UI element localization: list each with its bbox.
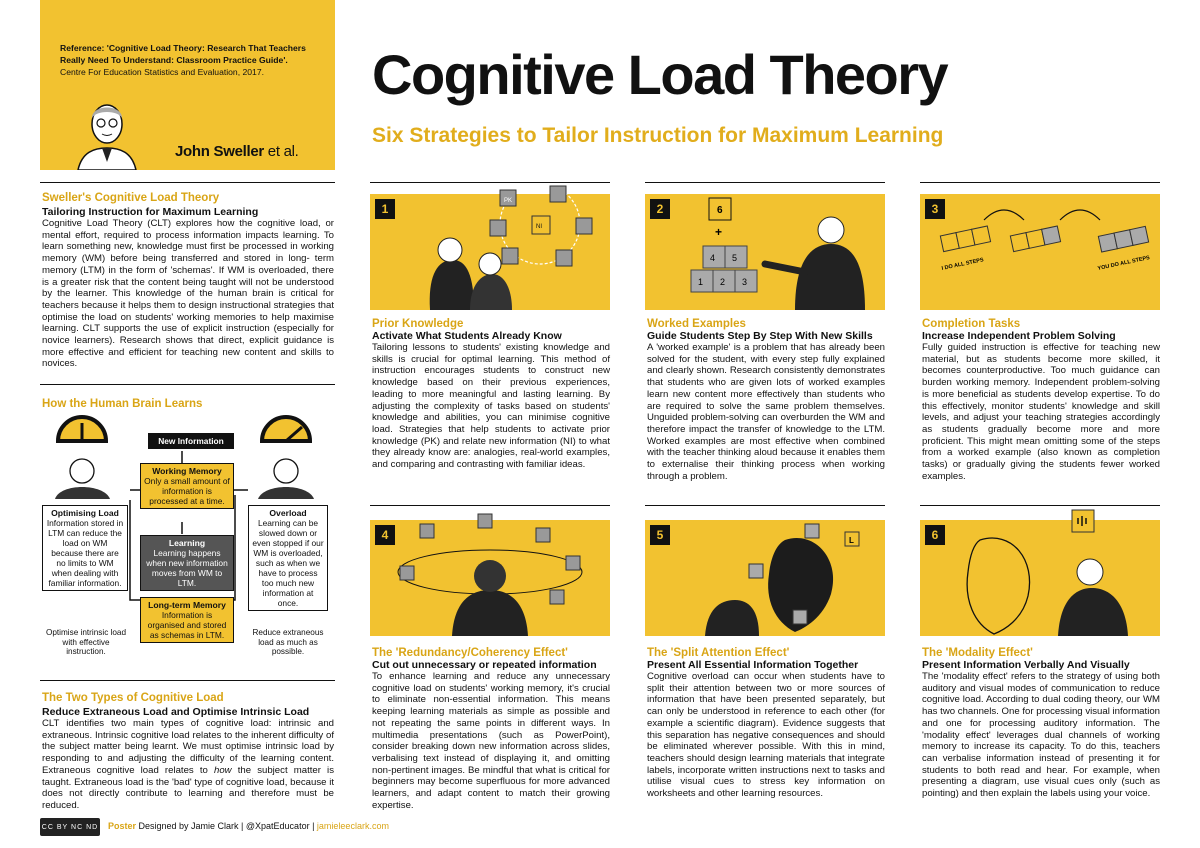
optimise-caption: Optimise intrinsic load with effective instruction. [45, 628, 127, 656]
strategy-4-subtitle: Cut out unnecessary or repeated information [372, 659, 597, 671]
divider [920, 182, 1160, 183]
intro-heading: Sweller's Cognitive Load Theory [42, 192, 220, 204]
ni-label: NI [536, 224, 542, 230]
learning-title: Learning [168, 538, 206, 548]
types-text-2: the subject matter is taught. Extraneous load is the 'bad' type of cognitive load, because it does not directly contribute to learning and therefore must be reduced. [42, 764, 334, 811]
footer-designed: Designed by Jamie Clark | @XpatEducator | [136, 821, 317, 831]
learning-text: Learning happens when new information moves from WM to LTM. [146, 548, 228, 588]
types-heading: The Two Types of Cognitive Load [42, 692, 224, 704]
l-label: L [849, 536, 854, 545]
intro-subheading: Tailoring Instruction for Maximum Learning [42, 206, 259, 218]
strategy-2-text: A 'worked example' is a problem that has already been solved for the student, with every step fully explained and clearly shown. Research consistently demonstrates that students who are given lots of worked examples learn new content more effectively than students who are required to solve the same problem themselves. Unguided problem-solving can overburden the WM and therefore impact the transfer of knowledge to the LTM. Worked examples are most effective when combined with the teacher thinking aloud because it enables them to externalise their thinking process when working through a problem. [647, 342, 885, 482]
ltm-text: Information is organised and stored as schemas in LTM. [147, 610, 227, 640]
types-text-1: CLT identifies two main types of cognitive load: intrinsic and extraneous. Intrinsic cognitive load relates to the inherent difficulty of the subject matter being learnt. We must optimise intrinsic load by responding to and adjusting the difficulty of the learning content. Extraneous cognitive load relates to [42, 718, 334, 776]
split-attention-art [645, 510, 885, 636]
types-text [42, 718, 334, 812]
strategy-4-number: 4 [375, 525, 395, 545]
intro-text: Cognitive Load Theory (CLT) explores how the cognitive load, or mental effort, required to process information impacts learning. To learn something new, knowledge must first be processed in working memory (WM) before being transferred and stored in long- term memory (LTM) in the form of 'schemas'. If WM is overloaded, there is a greater risk that the content being taught will not be understood by the learner. This knowledge of the human brain is critical for teachers because it helps them to design instructional strategies that optimise the load on students' working memories to help maximise learning. CLT supports the use of explicit instruction (especially for novice learners). Research shows that direct, explicit guidance is more effective and efficient for teaching new content and skills to novices. [42, 218, 334, 370]
strategy-6-illustration [920, 520, 1160, 636]
prior-knowledge-art [370, 178, 610, 310]
over-title: Overload [269, 508, 307, 518]
strategy-4-illustration [370, 520, 610, 636]
opt-text: Information stored in LTM can reduce the load on WM because there are no limits to WM when dealing with familiar information. [46, 518, 124, 588]
types-section [42, 692, 334, 812]
strategy-2-title: Worked Examples [647, 318, 746, 330]
strategy-6-number: 6 [925, 525, 945, 545]
strategy-6-text: The 'modality effect' refers to the strategy of using both auditory and visual modes of communication to reduce cognitive load. According to dual coding theory, our WM has two channels. One for processing visual information and one for processing auditory information. The 'modality effect' leverages dual channels of working memory to increase its capacity. To do this, teachers can verbalise information instead of presenting it for students to both read and hear. For example, when presenting a diagram, use visual cues only (such as pointing) and then explain the labels using your voice. [922, 671, 1160, 800]
reference-org: Centre For Education Statistics and Evaluation, 2017. [60, 67, 264, 77]
divider [370, 505, 610, 506]
strategy-3-title: Completion Tasks [922, 318, 1021, 330]
page-subtitle: Six Strategies to Tailor Instruction for Maximum Learning [372, 124, 944, 147]
strategy-1-number: 1 [375, 199, 395, 219]
cube-top-label: 6 [717, 205, 723, 216]
divider [40, 384, 335, 385]
strategy-6-subtitle: Present Information Verbally And Visually [922, 659, 1130, 671]
strategy-1-title: Prior Knowledge [372, 318, 464, 330]
reference [60, 42, 330, 78]
footer-credit [108, 821, 389, 831]
wm-title: Working Memory [152, 466, 222, 476]
cube-num-5: 5 [732, 253, 738, 263]
types-text-em: how [214, 764, 232, 776]
strategy-1 [372, 318, 610, 471]
author-suffix: et al. [263, 143, 299, 160]
strategy-5-illustration [645, 520, 885, 636]
worked-examples-art [645, 194, 885, 310]
opt-title: Optimising Load [51, 508, 119, 518]
optimising-load-box [42, 505, 128, 591]
pk-label: PK [504, 198, 513, 204]
strategy-5-title: The 'Split Attention Effect' [647, 647, 790, 659]
strategy-4-text: To enhance learning and reduce any unnecessary cognitive load on students' working memory, it's crucial to eliminate non-essential information. This means keeping learning materials as simple as possible and not repeating the same points in different ways. In multimedia presentations (such as PowerPoint), consider breaking down new information across slides, verbalising text instead of displaying it, and omitting non-pertinent images. Be mindful that what is critical for beginners may become superfluous for more advanced learners, and adapt content to match their growing expertise. [372, 671, 610, 811]
modality-effect-art [920, 506, 1160, 636]
strategy-3-subtitle: Increase Independent Problem Solving [922, 330, 1116, 342]
cube-num-3: 3 [742, 277, 748, 287]
author [175, 143, 299, 160]
new-information-box: New Information [148, 433, 234, 449]
strategy-1-text: Tailoring lessons to students' existing knowledge and skills is crucial for optimal learning. This method of instruction encourages students to construct new knowledge based on their previous experiences, leading to more meaningful and lasting learning. By adjusting the complexity of tasks based on students' knowledge and abilities, you can minimise cognitive load. Strategies that help students to activate prior knowledge (PK) and relate new information (NI) to what they already know are: analogies, real-world examples, and comparing and contrasting with familiar ideas. [372, 342, 610, 471]
working-memory-box [140, 463, 234, 509]
strategy-2-illustration [645, 194, 885, 310]
steps-right-label: YOU DO ALL STEPS [1097, 255, 1151, 272]
strategy-1-subtitle: Activate What Students Already Know [372, 330, 562, 342]
learning-box [140, 535, 234, 591]
page-title: Cognitive Load Theory [372, 43, 948, 106]
divider [40, 182, 335, 183]
strategy-4-title: The 'Redundancy/Coherency Effect' [372, 647, 568, 659]
redundancy-art [370, 510, 610, 636]
strategy-5 [647, 647, 885, 800]
strategy-3-text: Fully guided instruction is effective for teaching new material, but as students become more skilled, it becomes counterproductive. Too much guidance can burden working memory. Independent problem-solving is more beneficial as students develop expertise. To do this effectively, monitor students' knowledge and skill levels, and adjust your teaching strategies accordingly as students gradually become more and more proficient. This might mean omitting some of the steps from a worked example (also known as completion tasks) or gradually giving the students fewer worked examples. [922, 342, 1160, 482]
divider [645, 182, 885, 183]
overload-box [248, 505, 328, 611]
footer-poster: Poster [108, 821, 137, 831]
strategy-2-number: 2 [650, 199, 670, 219]
strategy-5-number: 5 [650, 525, 670, 545]
strategy-5-subtitle: Present All Essential Information Together [647, 659, 859, 671]
cube-num-4: 4 [710, 253, 716, 263]
brain-heading: How the Human Brain Learns [42, 398, 203, 410]
strategy-6-title: The 'Modality Effect' [922, 647, 1033, 659]
strategy-3-number: 3 [925, 199, 945, 219]
footer-site-link[interactable]: jamieleeclark.com [316, 821, 389, 831]
divider [645, 505, 885, 506]
strategy-4 [372, 647, 610, 811]
strategy-6 [922, 647, 1160, 800]
strategy-2-subtitle: Guide Students Step By Step With New Skills [647, 330, 873, 342]
ltm-box [140, 597, 234, 643]
strategy-3 [922, 318, 1160, 482]
strategy-5-text: Cognitive overload can occur when students have to split their attention between two or more sources of information that have been presented separately, but can only be understood in reference to each other (for example a scientific diagram). Evidence suggests that this separation has negative consequences and should be eliminated wherever possible. With this in mind, teachers should design learning materials that integrate labels, incorporate written instructions next to tasks and utilise visual cues to stress key information on worksheets and other learning resources. [647, 671, 885, 800]
cube-num-2: 2 [720, 277, 726, 287]
ltm-title: Long-term Memory [148, 600, 226, 610]
wm-text: Only a small amount of information is processed at a time. [144, 476, 230, 506]
completion-tasks-art [920, 194, 1160, 310]
license-badge: CC BY NC ND [40, 818, 100, 836]
reference-title: Reference: 'Cognitive Load Theory: Research That Teachers Really Need To Understand: Classroom Practice Guide'. [60, 43, 306, 65]
sweller-portrait [72, 92, 142, 170]
over-text: Learning can be slowed down or even stopped if our WM is overloaded, such as when we have to process too much new information at once. [252, 518, 324, 608]
strategy-1-illustration [370, 194, 610, 310]
types-subheading: Reduce Extraneous Load and Optimise Intrinsic Load [42, 706, 310, 718]
strategy-2 [647, 318, 885, 482]
reduce-caption: Reduce extraneous load as much as possible. [252, 628, 324, 656]
svg-text:+: + [715, 225, 723, 239]
strategy-3-illustration [920, 194, 1160, 310]
cube-num-1: 1 [698, 277, 704, 287]
author-name: John Sweller [175, 143, 264, 160]
intro-section [42, 192, 334, 370]
steps-left-label: I DO ALL STEPS [941, 257, 985, 272]
divider [40, 680, 335, 681]
